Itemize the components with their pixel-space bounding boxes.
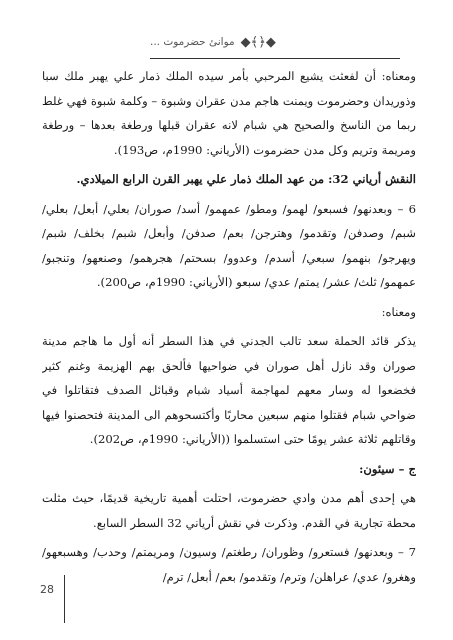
page-body	[42, 64, 416, 594]
paragraph-meaning-1: ومعناه: أن لفعثت يشيع المرحبي بأمر سيده الملك ذمار علي يهبر ملك سبا وذوريدان وحضرموت ويمنت هاجم مدن عقران وشبوة – وكلمة شبوة فهي غلط ربما من الناسخ والصحيح هي شبام لانه عقران قبلها ورطغة بعدها – ورطغة ومريمة وتريم وكل مدن حضرموت (الأرياني: 1990م، ص193).	[42, 69, 416, 157]
meaning-label: ومعناه:	[381, 304, 416, 319]
page-footer	[40, 575, 65, 625]
paragraph-sayun: هي إحدى أهم مدن وادي حضرموت، احتلت أهمية تاريخية قديمًا، حيث مثلت محطة تجارية في القدم. وذكرت في نقش أرياني 32 السطر السابع.	[42, 491, 416, 530]
running-title: موانئ حضرموت ...	[150, 36, 235, 48]
inscription-text-line-7: 7 – وبعدنهو/ فستعرو/ وظوران/ رطغتم/ وسيون/ ومريمتم/ وحدب/ وهسبعهو/ وهغرو/ عدي/ عراهلن/ وترم/ وتقدمو/ بعم/ أبعل/ ترم/	[42, 545, 416, 584]
page-header	[150, 28, 400, 56]
header-ornament-icon: ◆﴿﴾◆	[240, 34, 276, 50]
footer-divider	[64, 575, 65, 623]
inscription-heading: النقش أرياني 32: من عهد الملك ذمار علي يهبر القرن الرابع الميلادي.	[76, 172, 416, 186]
inscription-text-line-6: 6 – وبعدنهو/ فسبعو/ لهمو/ ومطو/ عمهمو/ أسد/ صوران/ بعلي/ أبعل/ بعلي/ شبم/ وصدفن/ وتقدمو/ وهترجن/ بعم/ صدفن/ وأبعل/ شبم/ بخلف/ شبم/ ويهرجو/ بنهمو/ سبعي/ أسدم/ وعدوو/ بسحتم/ هجرهمو/ وصنعهو/ وتنجبو/ عمهمو/ ثلث/ عشر/ يمتم/ عدي/ سبعو (الأرياني: 1990م، ص200).	[42, 201, 416, 289]
paragraph-meaning-2: يذكر قائد الحملة سعد تالب الجدني في هذا السطر أنه أول ما هاجم مدينة صوران وقد نازل أهل صوران في ضواحيها فألحق بهم الهزيمة وغنم كثير فخضعوا له وسار معهم لمهاجمة أسياد شبام وقبائل الصدف فتقاتلوا في ضواحي شبام فقتلوا منهم سبعين محاربًا وأكتسحوهم الى المدينة فتحصنوا فيها وقاتلهم ثلاثة عشر يومًا حتى استسلموا ((الأرياني: 1990م، ص202).	[42, 334, 416, 446]
section-heading-sayun: ج – سيئون:	[359, 461, 416, 476]
page-number: 28	[40, 583, 54, 596]
header-divider	[150, 58, 400, 59]
